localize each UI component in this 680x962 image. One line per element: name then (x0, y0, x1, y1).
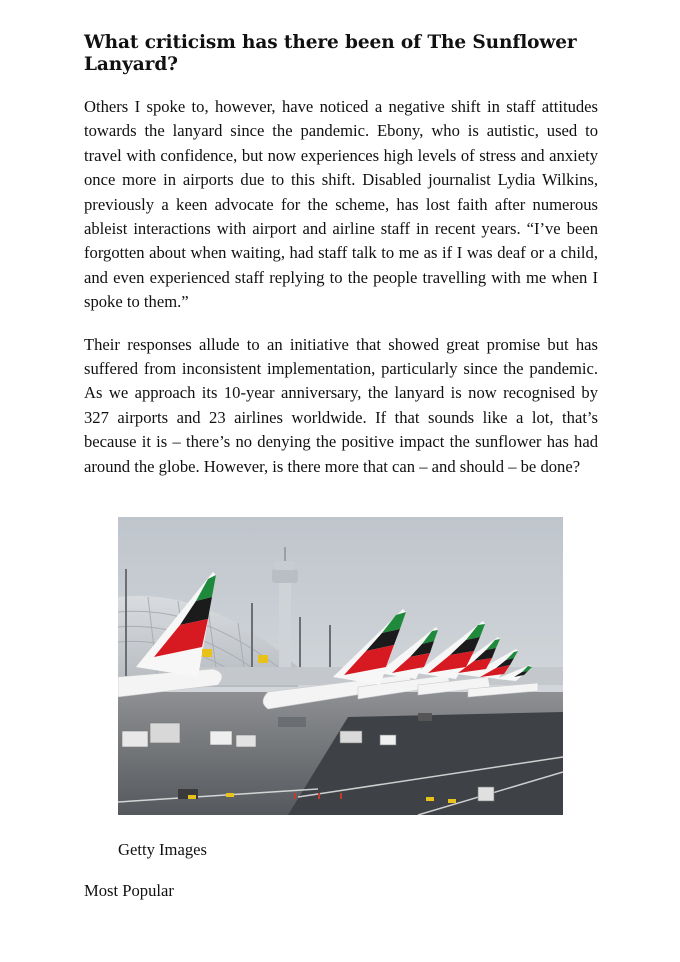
airport-photo (118, 517, 563, 815)
article-body (84, 32, 598, 497)
article-paragraph-2: Their responses allude to an initiative that showed great promise but has suffered from inconsistent implementation, particularly since the pandemic. As we approach its 10-year anniversary, the lanyard is now recognised by 327 airports and 23 airlines worldwide. If that sounds like a lot, that’s because it is – there’s no denying the positive impact the sunflower has had around the globe. However, is there more that can – and should – be done? (84, 334, 598, 476)
article-heading: What criticism has there been of The Sunflower Lanyard? (84, 32, 577, 75)
article-paragraph-1: Others I spoke to, however, have noticed a negative shift in staff attitudes towards the lanyard since the pandemic. Ebony, who is autistic, used to travel with confidence, but now experiences high levels of stress and anxiety once more in airports due to this shift. Disabled journalist Lydia Wilkins, previously a keen advocate for the scheme, has lost faith after numerous ableist interactions with airport and airline staff in recent years. “I’ve been forgotten about when waiting, had staff talk to me as if I was deaf or a child, and even experienced staff replying to the people travelling with me when I spoke to them.” (84, 97, 598, 312)
photo-credit: Getty Images (118, 840, 207, 859)
most-popular-heading: Most Popular (84, 881, 174, 900)
